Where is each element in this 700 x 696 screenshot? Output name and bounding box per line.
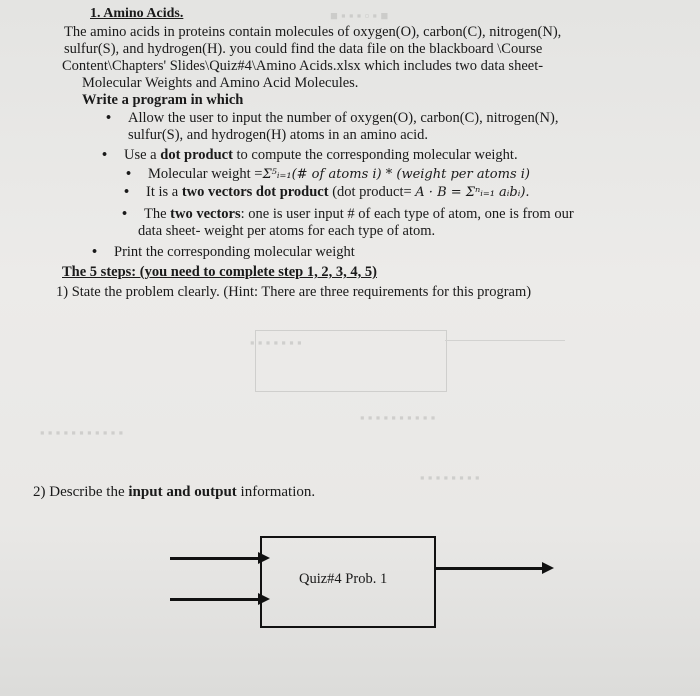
intro-line-1: The amino acids in proteins contain molecules of oxygen(O), carbon(C), nitrogen(N), <box>64 24 562 40</box>
bleed-through-box <box>255 330 447 392</box>
bleed-through-line <box>445 340 565 341</box>
bullet-print-weight: • Print the corresponding molecular weight <box>114 244 355 261</box>
output-arrow <box>434 567 544 570</box>
step-1-text: 1) State the problem clearly. (Hint: There are three requirements for this program) <box>56 284 532 300</box>
bullet-allow-input: • Allow the user to input the number of oxygen(O), carbon(C), nitrogen(N), <box>128 110 558 127</box>
bullet-vectors-detail-cont: data sheet- weight per atoms for each type of atom. <box>138 223 436 239</box>
bullet-allow-input-cont: sulfur(S), and hydrogen(H) atoms in an amino acid. <box>128 127 428 143</box>
bleed-through-text: ■ ▪ ▫ ▪ ▪ ▪ ■ <box>330 8 389 23</box>
intro-line-4: Molecular Weights and Amino Acid Molecules. <box>82 75 359 91</box>
bullet-two-vectors: • It is a two vectors dot product (dot product= A · B = Σⁿᵢ₌₁ aᵢbᵢ). <box>146 184 530 201</box>
intro-line-3: Content\Chapters' Slides\Quiz#4\Amino Acids.xlsx which includes two data sheet- <box>62 58 544 74</box>
bleed-through-text: ▪ ▪ ▪ ▪ ▪ ▪ ▪ ▪ ▪ ▪ ▪ <box>40 425 124 440</box>
bullet-molecular-weight: • Molecular weight =Σ⁵ᵢ₌₁(# of atoms i) * (weight per atoms i) <box>148 166 530 183</box>
bleed-through-text: ▪ ▪ ▪ ▪ ▪ ▪ ▪ <box>250 335 302 350</box>
intro-line-2: sulfur(S), and hydrogen(H). you could find the data file on the blackboard \Course <box>64 41 543 57</box>
bullet-vectors-detail: • The two vectors: one is user input # of each type of atom, one is from our <box>144 206 574 223</box>
steps-heading: The 5 steps: (you need to complete step 1, 2, 3, 4, 5) <box>62 264 377 280</box>
step-2-text: 2) Describe the input and output information. <box>33 484 316 500</box>
input-arrow-bottom <box>170 598 260 601</box>
program-box-label: Quiz#4 Prob. 1 <box>299 571 388 587</box>
bullet-dot-product: • Use a dot product to compute the corresponding molecular weight. <box>124 147 518 164</box>
program-box <box>260 536 436 628</box>
input-arrow-top <box>170 557 260 560</box>
bleed-through-text: ▪ ▪ ▪ ▪ ▪ ▪ ▪ ▪ ▪ ▪ <box>360 410 436 425</box>
problem-heading: 1. Amino Acids. <box>90 6 184 21</box>
bleed-through-text: ▪ ▪ ▪ ▪ ▪ ▪ ▪ ▪ <box>420 470 480 485</box>
write-program-label: Write a program in which <box>82 92 244 108</box>
